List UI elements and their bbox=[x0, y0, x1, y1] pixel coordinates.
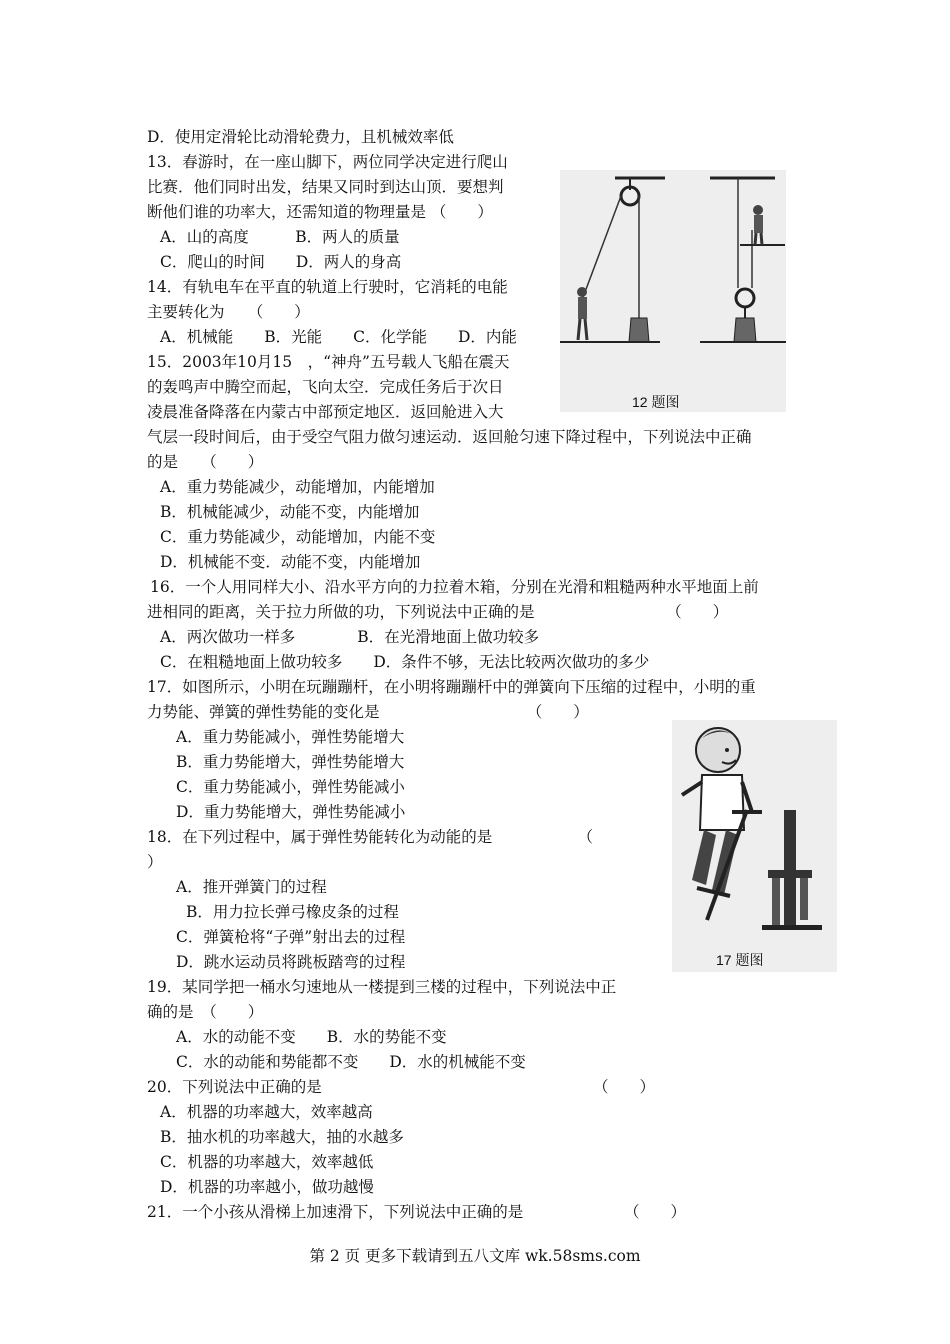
option-line: D．机器的功率越小，做功越慢 bbox=[160, 1178, 374, 1196]
text-line: 的轰鸣声中腾空而起，飞向太空．完成任务后于次日 bbox=[147, 378, 504, 396]
question-14: 14．有轨电车在平直的轨道上行驶时，它消耗的电能 bbox=[147, 278, 508, 296]
option-line: A．推开弹簧门的过程 bbox=[176, 878, 327, 896]
text-line: 进相同的距离，关于拉力所做的功，下列说法中正确的是 （ ） bbox=[147, 603, 729, 621]
option-line: A．机器的功率越大，效率越高 bbox=[160, 1103, 373, 1121]
question-18: 18．在下列过程中，属于弹性势能转化为动能的是 （ bbox=[147, 828, 593, 846]
option-line: A．山的高度 B．两人的质量 bbox=[160, 228, 400, 246]
option-line: B．用力拉长弹弓橡皮条的过程 bbox=[186, 903, 399, 921]
option-line: C．水的动能和势能都不变 D．水的机械能不变 bbox=[176, 1053, 526, 1071]
pulley-illustration bbox=[560, 170, 786, 412]
option-line: D．跳水运动员将跳板踏弯的过程 bbox=[176, 953, 406, 971]
option-line: A．水的动能不变 B．水的势能不变 bbox=[176, 1028, 447, 1046]
question-15: 15．2003年10月15 ，“神舟”五号载人飞船在震天 bbox=[147, 353, 510, 371]
text-line: 凌晨准备降落在内蒙古中部预定地区．返回舱进入大 bbox=[147, 403, 504, 421]
text-line: 的是 （ ） bbox=[147, 453, 264, 471]
option-line: D．重力势能增大，弹性势能减小 bbox=[176, 803, 406, 821]
option-line: B．机械能减少，动能不变，内能增加 bbox=[160, 503, 420, 521]
option-line: A．重力势能减小，弹性势能增大 bbox=[176, 728, 405, 746]
option-line: A．机械能 B．光能 C．化学能 D．内能 bbox=[160, 328, 517, 346]
text-line: 力势能、弹簧的弹性势能的变化是 （ ） bbox=[147, 703, 589, 721]
question-19: 19．某同学把一桶水匀速地从一楼提到三楼的过程中，下列说法中正 bbox=[147, 978, 617, 996]
text-line: 确的是 （ ） bbox=[147, 1003, 264, 1021]
pogo-illustration bbox=[672, 720, 837, 972]
question-21: 21．一个小孩从滑梯上加速滑下，下列说法中正确的是 （ ） bbox=[147, 1203, 686, 1221]
option-line: A．两次做功一样多 B．在光滑地面上做功较多 bbox=[160, 628, 540, 646]
option-line: A．重力势能减少，动能增加，内能增加 bbox=[160, 478, 435, 496]
option-line: C．弹簧枪将“子弹”射出去的过程 bbox=[176, 928, 406, 946]
question-17: 17．如图所示，小明在玩蹦蹦杆，在小明将蹦蹦杆中的弹簧向下压缩的过程中，小明的重 bbox=[147, 678, 756, 696]
text-line: 主要转化为 （ ） bbox=[147, 303, 310, 321]
text-line: 断他们谁的功率大，还需知道的物理量是 （ ） bbox=[147, 203, 493, 221]
figure-17-pogo-stick bbox=[672, 720, 837, 972]
option-line: B．重力势能增大，弹性势能增大 bbox=[176, 753, 405, 771]
option-line: C．爬山的时间 D．两人的身高 bbox=[160, 253, 402, 271]
text-line: D．使用定滑轮比动滑轮费力，且机械效率低 bbox=[147, 128, 454, 146]
option-line: B．抽水机的功率越大，抽的水越多 bbox=[160, 1128, 404, 1146]
page-footer: 第 2 页 更多下载请到五八文库 wk.58sms.com bbox=[309, 1247, 641, 1265]
question-20: 20．下列说法中正确的是 （ ） bbox=[147, 1078, 655, 1096]
text-line: ） bbox=[147, 853, 163, 871]
figure-12-caption: 12 题图 bbox=[632, 394, 680, 410]
text-line: 比赛．他们同时出发，结果又同时到达山顶．要想判 bbox=[147, 178, 504, 196]
question-13: 13．春游时，在一座山脚下，两位同学决定进行爬山 bbox=[147, 153, 508, 171]
question-16: 16．一个人用同样大小、沿水平方向的力拉着木箱，分别在光滑和粗糙两种水平地面上前 bbox=[150, 578, 759, 596]
option-line: C．机器的功率越大，效率越低 bbox=[160, 1153, 374, 1171]
option-line: C．重力势能减少，动能增加，内能不变 bbox=[160, 528, 436, 546]
option-line: C．在粗糙地面上做功较多 D．条件不够，无法比较两次做功的多少 bbox=[160, 653, 650, 671]
text-line: 气层一段时间后，由于受空气阻力做匀速运动．返回舱匀速下降过程中，下列说法中正确 bbox=[147, 428, 752, 446]
figure-12-pulleys bbox=[560, 170, 786, 412]
figure-17-caption: 17 题图 bbox=[716, 952, 764, 968]
option-line: C．重力势能减小，弹性势能减小 bbox=[176, 778, 405, 796]
option-line: D．机械能不变．动能不变，内能增加 bbox=[160, 553, 421, 571]
